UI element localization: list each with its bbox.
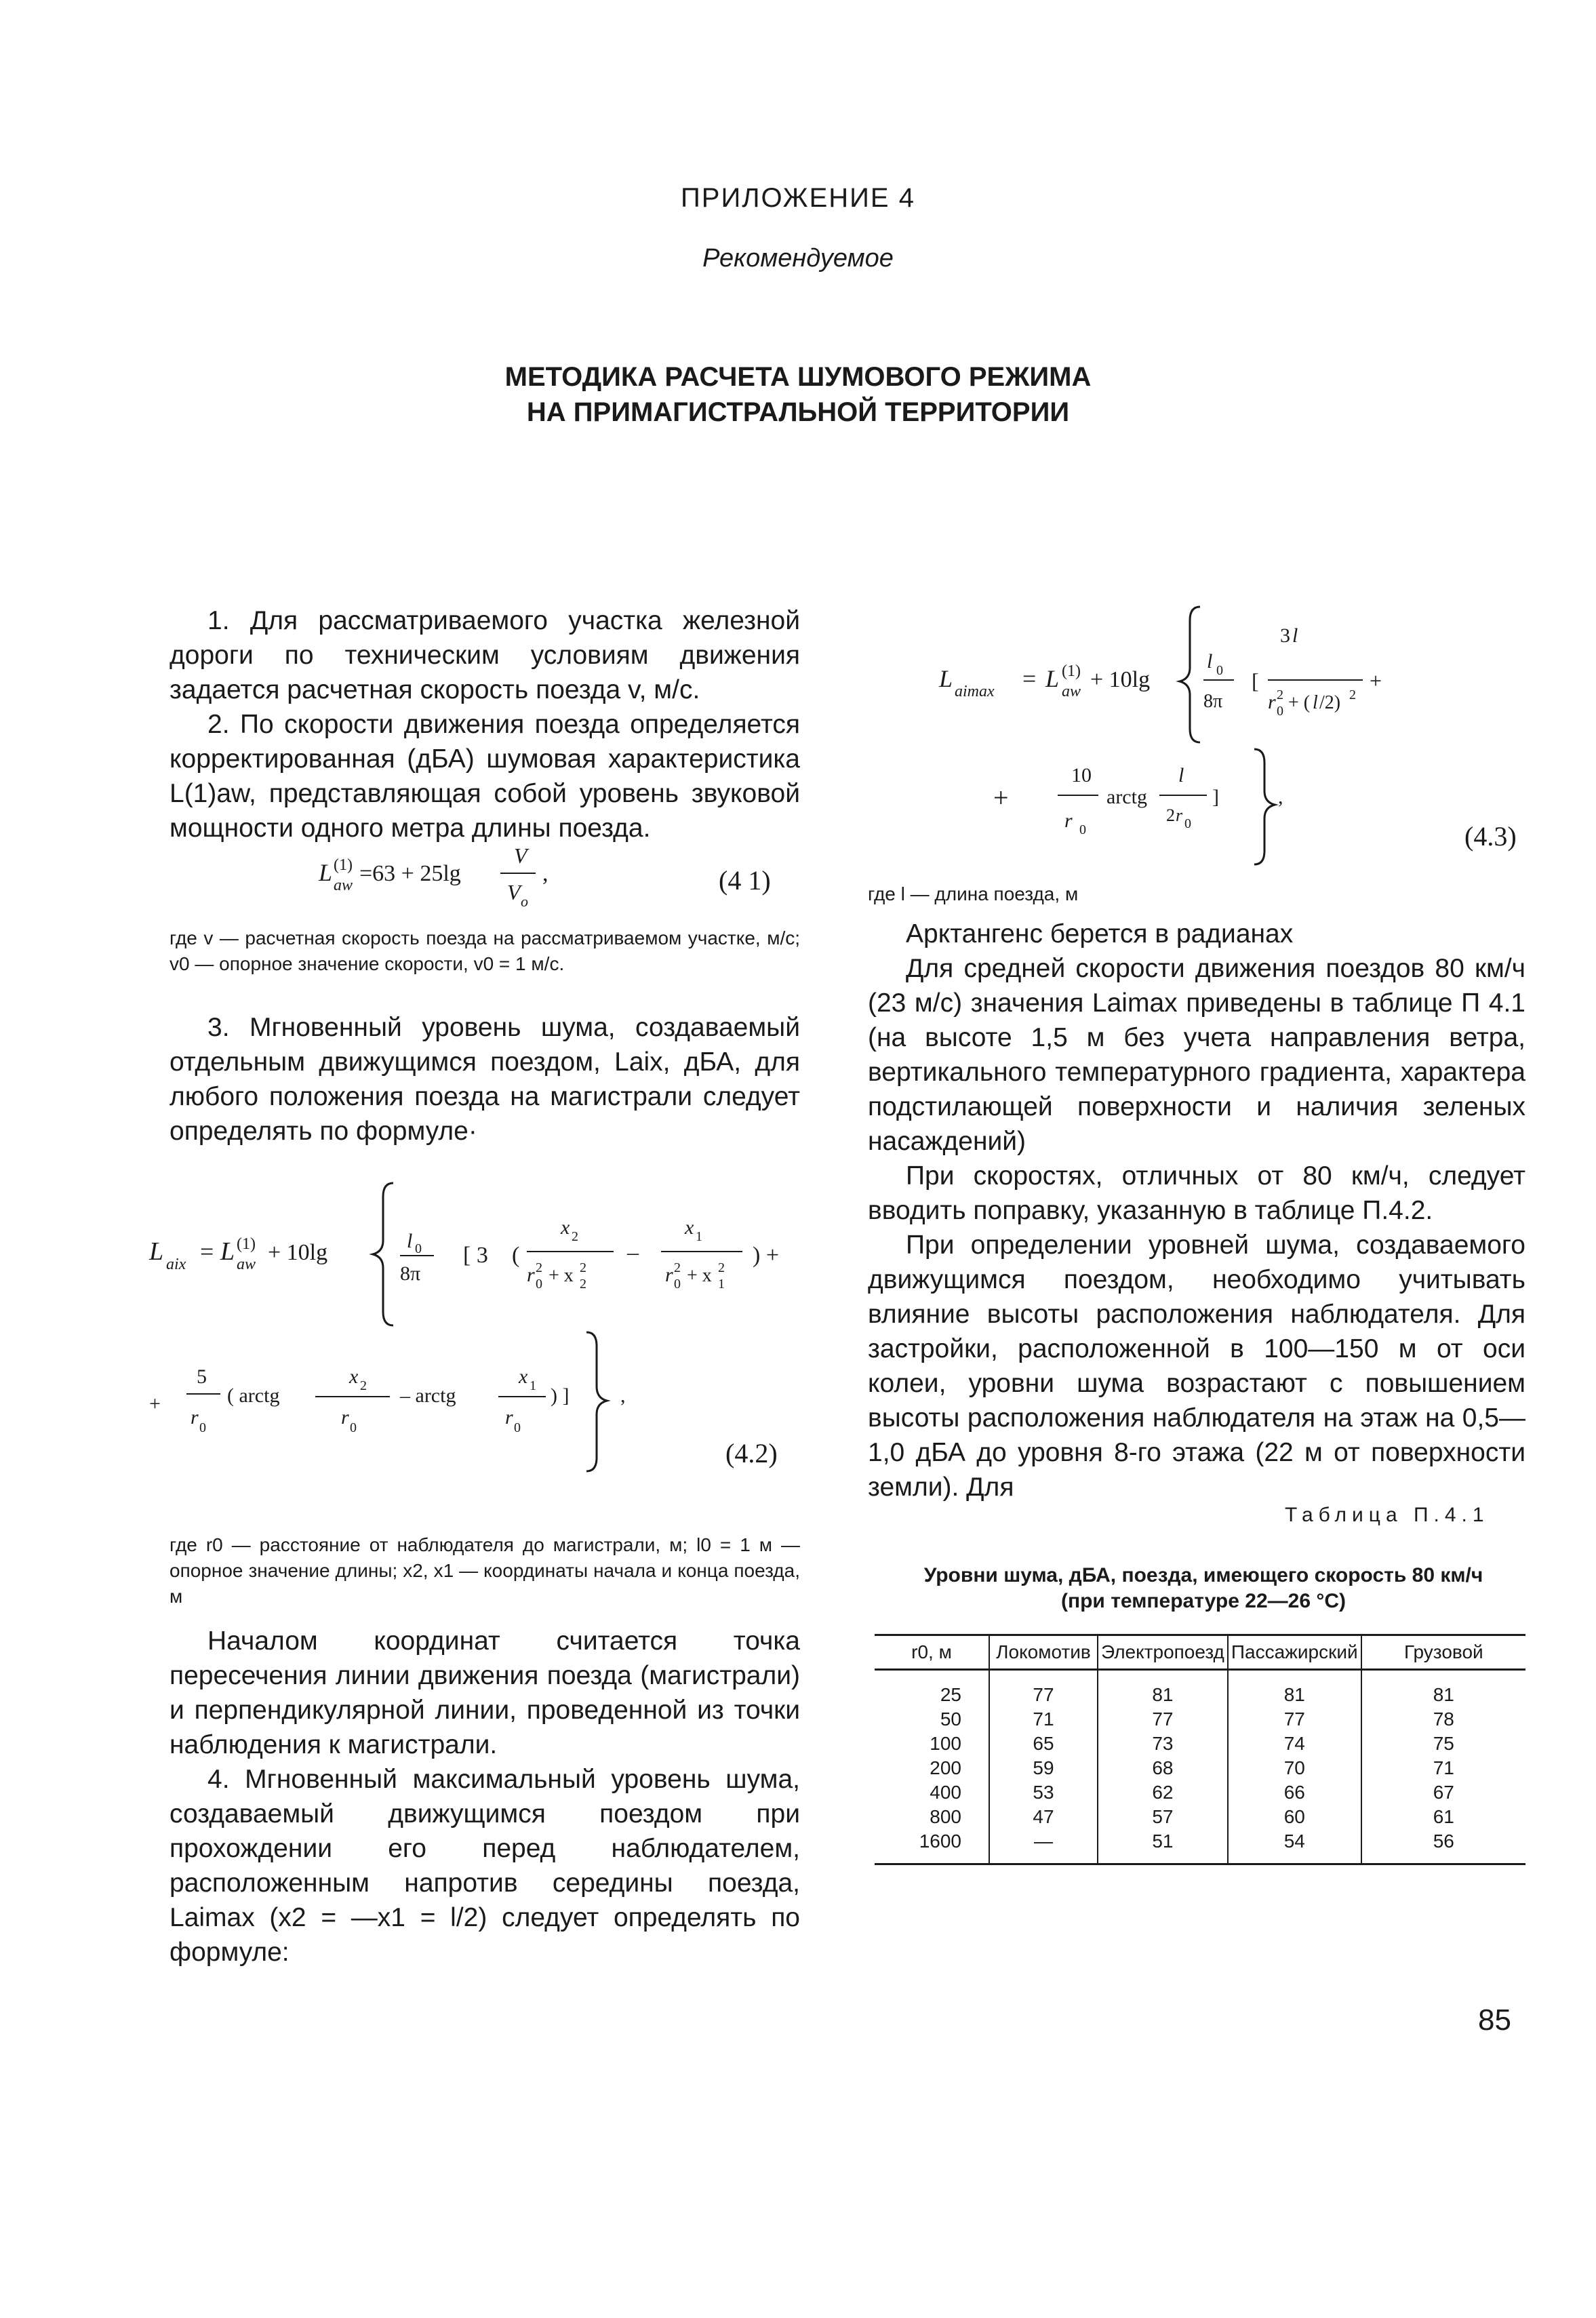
svg-text:(1): (1)	[1062, 662, 1081, 680]
page-title	[0, 359, 1596, 430]
table-row	[875, 1829, 1525, 1864]
svg-text:1: 1	[530, 1378, 536, 1393]
table-cell: 53	[989, 1780, 1098, 1805]
paragraph-7: Для средней скорости движения поездов 80 км/ч (23 м/с) значения Laimax приведены в таблице П 4.1 (на высоте 1,5 м без учета направления ветра, вертикального температурного градиента, характера подстилающей поверхности и наличия зеленых насаждений)	[868, 954, 1525, 1156]
svg-text:8π: 8π	[1203, 691, 1223, 712]
svg-text:2: 2	[674, 1260, 681, 1275]
left-column-upper	[169, 603, 800, 845]
svg-text:V: V	[514, 843, 527, 868]
table-cell: 800	[930, 1806, 961, 1827]
table-cell: 67	[1361, 1780, 1525, 1805]
paragraph-8: При скоростях, отличных от 80 км/ч, следует вводить поправку, указанную в таблице П.4.2.	[868, 1161, 1525, 1225]
svg-text:0: 0	[350, 1420, 357, 1435]
table-cell: 62	[1098, 1780, 1228, 1805]
column-header: r0, м	[875, 1635, 989, 1670]
appendix-heading: ПРИЛОЖЕНИЕ 4	[681, 183, 915, 213]
table-row	[875, 1732, 1525, 1756]
table-cell: 400	[930, 1782, 961, 1803]
right-column-text	[868, 917, 1525, 1504]
svg-text:x: x	[685, 1216, 694, 1239]
svg-text:1: 1	[718, 1277, 725, 1292]
svg-text:[: [	[1252, 668, 1259, 693]
svg-text:/2): /2)	[1319, 692, 1341, 713]
equation-number-4-3: (4.3)	[1464, 821, 1517, 852]
page-number: 85	[1478, 2003, 1511, 2037]
svg-text:l: l	[1178, 764, 1184, 786]
noise-levels-table	[875, 1634, 1525, 1865]
table-cell: 68	[1098, 1756, 1228, 1780]
table-cell: 54	[1228, 1829, 1361, 1864]
svg-text:+: +	[149, 1393, 161, 1415]
svg-text:0: 0	[1079, 822, 1086, 837]
svg-text:+: +	[1370, 668, 1382, 693]
svg-text:2: 2	[718, 1260, 725, 1275]
table-cell: 61	[1361, 1805, 1525, 1829]
column-header: Локомотив	[989, 1635, 1098, 1670]
svg-text:l: l	[407, 1230, 413, 1252]
table-cell: 77	[1228, 1707, 1361, 1732]
svg-text:2: 2	[580, 1277, 586, 1292]
svg-text:r: r	[1064, 810, 1073, 832]
table-label: Таблица П.4.1	[1285, 1504, 1490, 1526]
svg-text:+ x: + x	[548, 1265, 574, 1286]
table-cell: 71	[989, 1707, 1098, 1732]
title-line-2: НА ПРИМАГИСТРАЛЬНОЙ ТЕРРИТОРИИ	[526, 397, 1070, 427]
svg-text:– arctg: – arctg	[400, 1384, 456, 1407]
svg-text:,: ,	[620, 1384, 626, 1407]
paragraph-4: Началом координат считается точка пересечения линии движения поезда (магистрали) и перпендикулярной линии, проведенной из точки наблюдения к магистрали.	[169, 1626, 800, 1759]
column-header: Электропоезд	[1098, 1635, 1228, 1670]
svg-text:aix: aix	[166, 1256, 186, 1273]
table-cell: 25	[940, 1684, 961, 1705]
equation-number-4-2: (4.2)	[725, 1438, 778, 1468]
left-column-middle	[169, 1010, 800, 1148]
svg-text:aw: aw	[237, 1256, 256, 1273]
table-cell: 81	[1098, 1670, 1228, 1708]
table-cell: —	[989, 1829, 1098, 1864]
svg-text:2: 2	[1277, 687, 1283, 702]
column-header: Грузовой	[1361, 1635, 1525, 1670]
note-4-2: где r0 — расстояние от наблюдателя до магистрали, м; l0 = 1 м — опорное значение длины; x2, x1 — координаты начала и конца поезда, м	[169, 1534, 801, 1607]
column-header: Пассажирский	[1228, 1635, 1361, 1670]
svg-text:0: 0	[199, 1420, 206, 1435]
equation-number-4-1: (4 1)	[719, 865, 771, 896]
table-cell: 65	[989, 1732, 1098, 1756]
note-4-1: где v — расчетная скорость поезда на рассматриваемом участке, м/с; v0 — опорное значение скорости, v0 = 1 м/с.	[169, 927, 800, 974]
svg-text:0: 0	[1216, 663, 1223, 678]
table-row	[875, 1707, 1525, 1732]
svg-text:r: r	[527, 1264, 535, 1286]
svg-text:=63 + 25lg: =63 + 25lg	[359, 861, 461, 886]
svg-text:0: 0	[514, 1420, 521, 1435]
svg-text:V: V	[507, 880, 521, 904]
table-row	[875, 1780, 1525, 1805]
svg-text:]: ]	[1212, 786, 1219, 808]
svg-text:+: +	[993, 782, 1009, 813]
svg-text:+ 10lg: + 10lg	[268, 1240, 328, 1265]
svg-text:L: L	[220, 1237, 235, 1266]
svg-text:arctg: arctg	[1106, 786, 1147, 808]
svg-text:+ (: + (	[1288, 692, 1311, 713]
svg-text:10: 10	[1071, 764, 1092, 786]
svg-text:x: x	[561, 1216, 570, 1239]
svg-text:+ x: + x	[687, 1265, 712, 1286]
svg-text:aw: aw	[334, 877, 353, 894]
table-cell: 81	[1228, 1670, 1361, 1708]
svg-text:) +: ) +	[753, 1243, 779, 1268]
table-cell: 75	[1361, 1732, 1525, 1756]
table-cell: 81	[1361, 1670, 1525, 1708]
table-cell: 74	[1228, 1732, 1361, 1756]
paragraph-3: 3. Мгновенный уровень шума, создаваемый отдельным движущимся поездом, Laix, дБА, для любого положения поезда на магистрали следует определять по формуле·	[169, 1013, 800, 1146]
svg-text:–: –	[627, 1240, 639, 1265]
svg-text:L: L	[319, 859, 333, 886]
table-title: Уровни шума, дБА, поезда, имеющего скорость 80 км/ч (при температуре 22—26 °С)	[923, 1564, 1483, 1612]
title-line-1: МЕТОДИКА РАСЧЕТА ШУМОВОГО РЕЖИМА	[504, 362, 1092, 392]
paragraph-5: 4. Мгновенный максимальный уровень шума, создаваемый движущимся поездом при прохождении его перед наблюдателем, расположенным напротив середины поезда, Laimax (x2 = —x1 = l/2) следует определять по формуле:	[169, 1765, 800, 1967]
table-row	[875, 1756, 1525, 1780]
svg-text:,: ,	[1278, 786, 1283, 808]
svg-text:r: r	[665, 1264, 673, 1286]
svg-text:o: o	[521, 893, 528, 910]
svg-text:2: 2	[360, 1378, 367, 1393]
left-column-lower	[169, 1624, 800, 1970]
svg-text:L: L	[939, 665, 953, 692]
svg-text:r: r	[1268, 691, 1276, 713]
table-cell: 200	[930, 1757, 961, 1778]
svg-text:[ 3: [ 3	[463, 1243, 488, 1268]
note-4-3: где l — длина поезда, м	[868, 883, 1079, 904]
svg-text:r: r	[191, 1406, 199, 1428]
table-cell: 70	[1228, 1756, 1361, 1780]
svg-text:0: 0	[1277, 704, 1283, 719]
svg-text:2: 2	[536, 1260, 542, 1275]
table-cell: 1600	[875, 1829, 989, 1864]
svg-text:8π: 8π	[400, 1262, 421, 1285]
svg-text:,: ,	[542, 861, 548, 886]
table-cell: 71	[1361, 1756, 1525, 1780]
table-cell: 57	[1098, 1805, 1228, 1829]
svg-text:=: =	[1022, 665, 1037, 692]
table-cell: 100	[930, 1733, 961, 1754]
svg-text:2: 2	[1349, 687, 1356, 702]
svg-text:r: r	[1176, 805, 1183, 825]
table-cell: 50	[940, 1708, 961, 1730]
paragraph-1: 1. Для рассматриваемого участка железной дороги по техническим условиям движения задается расчетная скорость поезда v, м/с.	[169, 606, 800, 704]
paragraph-6: Арктангенс берется в радианах	[906, 919, 1294, 948]
svg-text:0: 0	[415, 1241, 422, 1256]
svg-text:) ]: ) ]	[551, 1384, 570, 1407]
svg-text:=: =	[200, 1238, 214, 1265]
table-row	[875, 1670, 1525, 1708]
svg-text:(: (	[512, 1243, 520, 1268]
svg-text:(1): (1)	[334, 856, 353, 874]
recommended-label: Рекомендуемое	[702, 244, 894, 273]
svg-text:x: x	[349, 1365, 359, 1388]
svg-text:1: 1	[696, 1229, 702, 1244]
svg-text:3: 3	[1280, 624, 1290, 647]
svg-text:aimax: aimax	[955, 683, 995, 700]
formula-4-2	[146, 1180, 810, 1478]
svg-text:l: l	[1207, 650, 1213, 673]
svg-text:x: x	[519, 1365, 528, 1388]
table-cell: 77	[989, 1670, 1098, 1708]
svg-text:L: L	[1045, 665, 1060, 692]
svg-text:l: l	[1313, 692, 1318, 713]
svg-text:0: 0	[674, 1277, 681, 1292]
svg-text:2: 2	[580, 1260, 586, 1275]
svg-text:L: L	[149, 1237, 164, 1266]
paragraph-2: 2. По скорости движения поезда определяется корректированная (дБА) шумовая характеристика L(1)aw, представляющая собой уровень звуковой мощности одного метра длины поезда.	[169, 710, 800, 843]
svg-text:l: l	[1292, 624, 1298, 647]
table-cell: 78	[1361, 1707, 1525, 1732]
formula-4-3	[929, 600, 1525, 871]
svg-text:(1): (1)	[237, 1235, 256, 1253]
table-cell: 66	[1228, 1780, 1361, 1805]
svg-text:5: 5	[197, 1365, 207, 1388]
table-cell: 56	[1361, 1829, 1525, 1864]
svg-text:( arctg: ( arctg	[227, 1384, 280, 1407]
svg-text:+ 10lg: + 10lg	[1090, 667, 1151, 692]
svg-text:0: 0	[1184, 816, 1191, 831]
table-cell: 51	[1098, 1829, 1228, 1864]
table-cell: 59	[989, 1756, 1098, 1780]
table-cell: 60	[1228, 1805, 1361, 1829]
table-header-row	[875, 1635, 1525, 1670]
svg-text:aw: aw	[1062, 683, 1081, 700]
formula-4-1	[312, 837, 597, 912]
svg-text:r: r	[341, 1406, 349, 1428]
table-row	[875, 1805, 1525, 1829]
table-cell: 77	[1098, 1707, 1228, 1732]
table-cell: 73	[1098, 1732, 1228, 1756]
svg-text:2: 2	[1166, 805, 1175, 825]
table-cell: 47	[989, 1805, 1098, 1829]
paragraph-9: При определении уровней шума, создаваемого движущимся поездом, необходимо учитывать влияние высоты расположения наблюдателя. Для застройки, расположенной в 100—150 м от оси колеи, уровни шума возрастают с повышением высоты расположения наблюдателя на этаж на 0,5—1,0 дБА до уровня 8-го этажа (22 м от поверхности земли). Для	[868, 1231, 1525, 1502]
svg-text:2: 2	[572, 1229, 578, 1244]
svg-text:0: 0	[536, 1277, 542, 1292]
svg-text:r: r	[505, 1406, 513, 1428]
